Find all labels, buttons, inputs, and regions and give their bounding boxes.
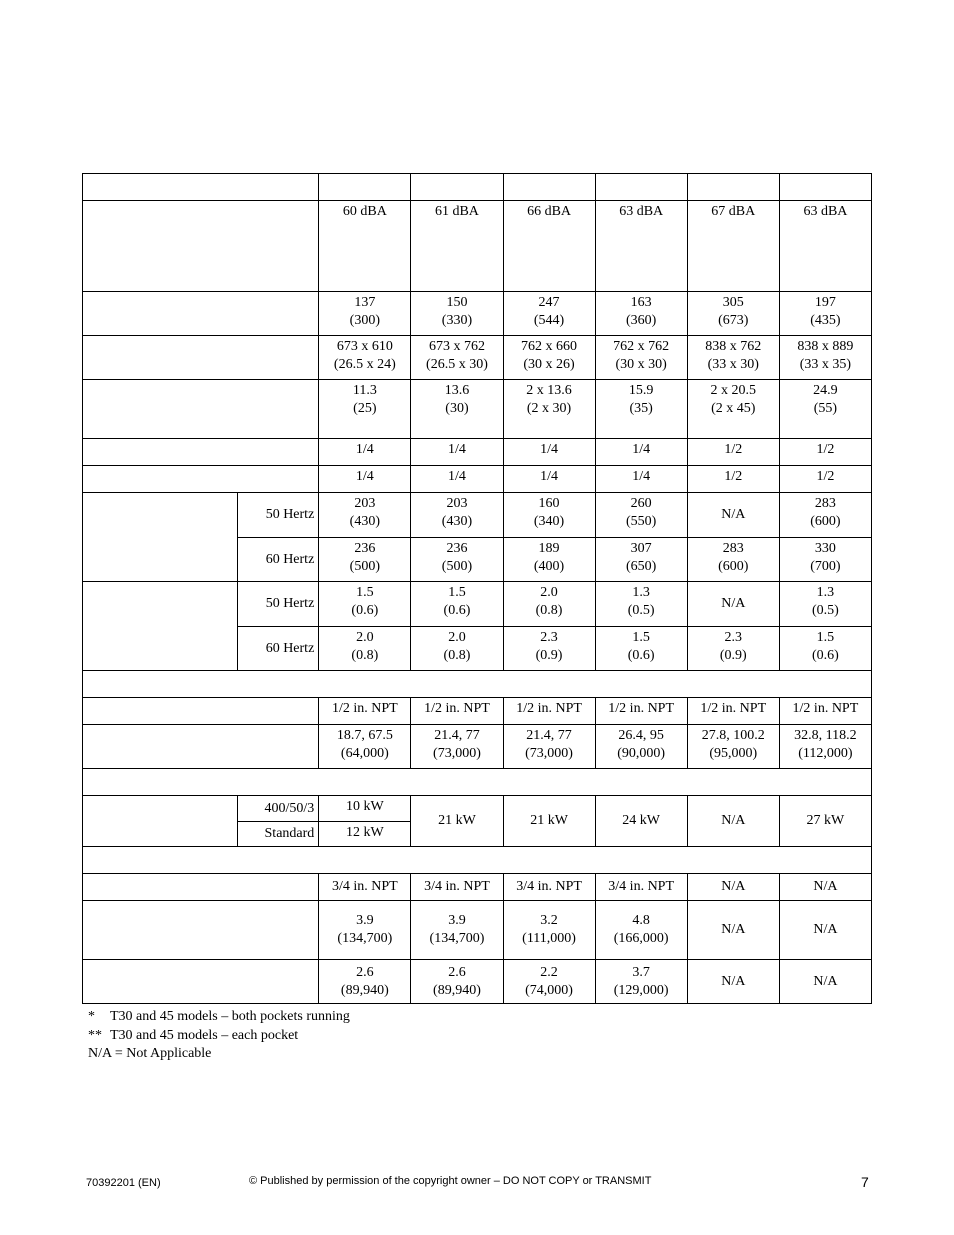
footnotes bbox=[88, 1008, 350, 1064]
specifications-table bbox=[82, 173, 872, 1004]
row-label-cell bbox=[83, 466, 319, 493]
row-label-cell bbox=[83, 174, 319, 201]
table-cell: N/A bbox=[687, 901, 779, 960]
frequency-label: 60 Hertz bbox=[238, 538, 319, 582]
table-cell: 4.8 (166,000) bbox=[595, 901, 687, 960]
table-cell: 1/4 bbox=[319, 466, 411, 493]
voltage-label: Standard bbox=[238, 822, 319, 847]
table-row bbox=[83, 725, 872, 769]
table-cell: N/A bbox=[779, 874, 871, 901]
table-cell: N/A bbox=[779, 901, 871, 960]
table-row bbox=[83, 174, 872, 201]
row-label-cell bbox=[83, 201, 319, 292]
table-cell: 21 kW bbox=[503, 796, 595, 847]
document-number: 70392201 (EN) bbox=[86, 1177, 161, 1189]
table-cell: 2 x 20.5 (2 x 45) bbox=[687, 380, 779, 439]
table-cell: 1.5 (0.6) bbox=[411, 582, 503, 627]
page-footer bbox=[0, 1174, 954, 1194]
header-cell bbox=[411, 174, 503, 201]
table-cell: N/A bbox=[687, 796, 779, 847]
table-cell: 60 dBA bbox=[319, 201, 411, 292]
table-cell: 27 kW bbox=[779, 796, 871, 847]
table-cell: 15.9 (35) bbox=[595, 380, 687, 439]
header-cell bbox=[595, 174, 687, 201]
section-header-cell bbox=[83, 671, 872, 698]
table-cell: 66 dBA bbox=[503, 201, 595, 292]
table-cell: 13.6 (30) bbox=[411, 380, 503, 439]
footnote: N/A = Not Applicable bbox=[88, 1046, 212, 1061]
table-cell: N/A bbox=[779, 960, 871, 1004]
table-cell: 1/2 in. NPT bbox=[503, 698, 595, 725]
table-cell: 2.2 (74,000) bbox=[503, 960, 595, 1004]
table-cell: 2.6 (89,940) bbox=[319, 960, 411, 1004]
table-cell: 1/4 bbox=[595, 439, 687, 466]
table-cell: 24.9 (55) bbox=[779, 380, 871, 439]
table-cell: 247 (544) bbox=[503, 292, 595, 336]
table-row bbox=[83, 874, 872, 901]
table-cell: 283 (600) bbox=[687, 538, 779, 582]
table-cell: 1/4 bbox=[503, 439, 595, 466]
table-cell: 150 (330) bbox=[411, 292, 503, 336]
table-row bbox=[83, 336, 872, 380]
table-cell: 1/2 in. NPT bbox=[687, 698, 779, 725]
row-label-cell bbox=[83, 960, 319, 1004]
row-label-cell bbox=[83, 380, 319, 439]
table-cell: 1/4 bbox=[503, 466, 595, 493]
table-row bbox=[83, 671, 872, 698]
table-row bbox=[83, 796, 872, 822]
table-cell: 1/2 in. NPT bbox=[779, 698, 871, 725]
table-row bbox=[83, 960, 872, 1004]
voltage-label: 400/50/3 bbox=[238, 796, 319, 822]
table-cell: 21.4, 77 (73,000) bbox=[503, 725, 595, 769]
table-cell: 1/2 in. NPT bbox=[411, 698, 503, 725]
table-row bbox=[83, 466, 872, 493]
table-cell: 260 (550) bbox=[595, 493, 687, 538]
header-cell bbox=[319, 174, 411, 201]
table-cell: 197 (435) bbox=[779, 292, 871, 336]
row-label-cell bbox=[83, 493, 238, 582]
table-cell: 838 x 889 (33 x 35) bbox=[779, 336, 871, 380]
table-cell: 21 kW bbox=[411, 796, 503, 847]
table-cell: 3.7 (129,000) bbox=[595, 960, 687, 1004]
table-cell: 762 x 660 (30 x 26) bbox=[503, 336, 595, 380]
row-label-cell bbox=[83, 796, 238, 847]
table-cell: 3.2 (111,000) bbox=[503, 901, 595, 960]
table-cell: 1/2 bbox=[687, 439, 779, 466]
frequency-label: 50 Hertz bbox=[238, 582, 319, 627]
frequency-label: 50 Hertz bbox=[238, 493, 319, 538]
table-cell: 1/2 bbox=[687, 466, 779, 493]
table-cell: 1/2 bbox=[779, 466, 871, 493]
table-cell: 3.9 (134,700) bbox=[411, 901, 503, 960]
table-cell: 61 dBA bbox=[411, 201, 503, 292]
table-cell: 838 x 762 (33 x 30) bbox=[687, 336, 779, 380]
footnote: ** T30 and 45 models – each pocket bbox=[88, 1027, 299, 1043]
header-cell bbox=[779, 174, 871, 201]
header-cell bbox=[503, 174, 595, 201]
table-cell: 1.5 (0.6) bbox=[779, 627, 871, 671]
table-cell: 2.0 (0.8) bbox=[411, 627, 503, 671]
header-cell bbox=[687, 174, 779, 201]
table-cell: 1.3 (0.5) bbox=[595, 582, 687, 627]
table-cell: 1/4 bbox=[595, 466, 687, 493]
section-header-cell bbox=[83, 847, 872, 874]
table-row bbox=[83, 901, 872, 960]
row-label-cell bbox=[83, 292, 319, 336]
row-label-cell bbox=[83, 582, 238, 671]
table-cell: N/A bbox=[687, 582, 779, 627]
table-cell: N/A bbox=[687, 493, 779, 538]
table-cell: 673 x 610 (26.5 x 24) bbox=[319, 336, 411, 380]
table-cell: 1/4 bbox=[319, 439, 411, 466]
table-row bbox=[83, 769, 872, 796]
table-row bbox=[83, 847, 872, 874]
table-cell: 1/4 bbox=[411, 466, 503, 493]
table-cell: 236 (500) bbox=[411, 538, 503, 582]
table-cell: 762 x 762 (30 x 30) bbox=[595, 336, 687, 380]
table-cell: 63 dBA bbox=[779, 201, 871, 292]
table-row bbox=[83, 439, 872, 466]
table-cell: 2.6 (89,940) bbox=[411, 960, 503, 1004]
table-cell: 3/4 in. NPT bbox=[319, 874, 411, 901]
table-cell: 137 (300) bbox=[319, 292, 411, 336]
table-cell: 18.7, 67.5 (64,000) bbox=[319, 725, 411, 769]
row-label-cell bbox=[83, 874, 319, 901]
table-cell: 673 x 762 (26.5 x 30) bbox=[411, 336, 503, 380]
table-cell: 2.3 (0.9) bbox=[687, 627, 779, 671]
frequency-label: 60 Hertz bbox=[238, 627, 319, 671]
page-number: 7 bbox=[861, 1174, 869, 1190]
table-cell: 189 (400) bbox=[503, 538, 595, 582]
table-row bbox=[83, 292, 872, 336]
table-cell: 160 (340) bbox=[503, 493, 595, 538]
row-label-cell bbox=[83, 901, 319, 960]
table-cell: N/A bbox=[687, 874, 779, 901]
row-label-cell bbox=[83, 725, 319, 769]
table-cell: 3/4 in. NPT bbox=[503, 874, 595, 901]
table-cell: 283 (600) bbox=[779, 493, 871, 538]
table-cell: 10 kW bbox=[319, 796, 411, 822]
table-cell: 12 kW bbox=[319, 822, 411, 847]
footnote: * T30 and 45 models – both pockets running bbox=[88, 1009, 350, 1024]
table-cell: 163 (360) bbox=[595, 292, 687, 336]
table-cell: 236 (500) bbox=[319, 538, 411, 582]
table-cell: 63 dBA bbox=[595, 201, 687, 292]
table-cell: 1/4 bbox=[411, 439, 503, 466]
table-cell: 307 (650) bbox=[595, 538, 687, 582]
table-cell: 24 kW bbox=[595, 796, 687, 847]
table-row bbox=[83, 493, 872, 538]
section-header-cell bbox=[83, 769, 872, 796]
table-cell: 27.8, 100.2 (95,000) bbox=[687, 725, 779, 769]
table-cell: 1.5 (0.6) bbox=[595, 627, 687, 671]
table-cell: 203 (430) bbox=[319, 493, 411, 538]
table-cell: 1/2 in. NPT bbox=[319, 698, 411, 725]
table-row bbox=[83, 698, 872, 725]
row-label-cell bbox=[83, 439, 319, 466]
table-cell: 3.9 (134,700) bbox=[319, 901, 411, 960]
table-cell: 3/4 in. NPT bbox=[411, 874, 503, 901]
table-cell: 2.3 (0.9) bbox=[503, 627, 595, 671]
table-cell: 3/4 in. NPT bbox=[595, 874, 687, 901]
table-cell: 2.0 (0.8) bbox=[319, 627, 411, 671]
copyright-notice: © Published by permission of the copyright owner – DO NOT COPY or TRANSMIT bbox=[249, 1175, 652, 1187]
row-label-cell bbox=[83, 698, 319, 725]
table-cell: 1/2 bbox=[779, 439, 871, 466]
table-cell: 2.0 (0.8) bbox=[503, 582, 595, 627]
table-cell: 2 x 13.6 (2 x 30) bbox=[503, 380, 595, 439]
table-cell: 11.3 (25) bbox=[319, 380, 411, 439]
table-cell: 32.8, 118.2 (112,000) bbox=[779, 725, 871, 769]
table-cell: N/A bbox=[687, 960, 779, 1004]
table-cell: 1/2 in. NPT bbox=[595, 698, 687, 725]
table-cell: 203 (430) bbox=[411, 493, 503, 538]
table-cell: 330 (700) bbox=[779, 538, 871, 582]
table-cell: 67 dBA bbox=[687, 201, 779, 292]
table-cell: 26.4, 95 (90,000) bbox=[595, 725, 687, 769]
table-cell: 1.5 (0.6) bbox=[319, 582, 411, 627]
row-label-cell bbox=[83, 336, 319, 380]
table-cell: 1.3 (0.5) bbox=[779, 582, 871, 627]
table-cell: 305 (673) bbox=[687, 292, 779, 336]
table-row bbox=[83, 201, 872, 292]
table-row bbox=[83, 582, 872, 627]
table-cell: 21.4, 77 (73,000) bbox=[411, 725, 503, 769]
table-row bbox=[83, 380, 872, 439]
